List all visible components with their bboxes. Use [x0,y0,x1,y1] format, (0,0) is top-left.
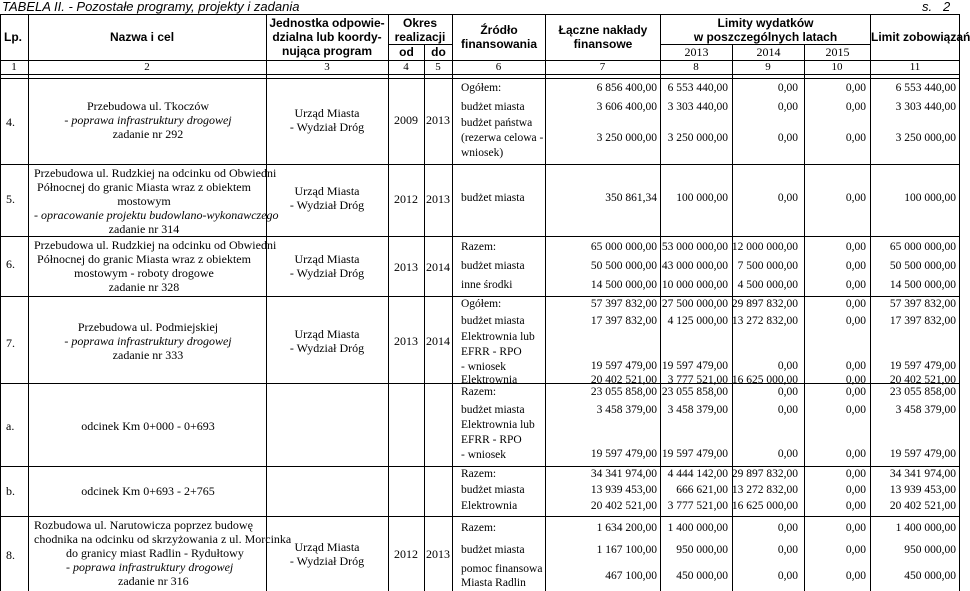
fin-source: budżet miasta [461,315,525,327]
fin-2015: 0,00 [845,484,866,496]
fin-source-line: EFRR - RPO [461,434,522,446]
fin-source: budżet miasta [461,260,525,272]
fin-limit: 65 000 000,00 [889,241,956,253]
project-name: odcinek Km 0+693 - 2+765 [81,484,215,498]
fin-2015: 0,00 [845,82,866,94]
project-name [34,518,292,588]
fin-2014: 16 625 000,00 [731,500,798,512]
fin-limit: 17 397 832,00 [889,315,956,327]
fin-2013: 3 303 440,00 [667,101,728,113]
project-goal: - opracowanie projektu budowlano-wykonawczego [34,208,279,222]
period-to: 2014 [426,260,450,274]
period-to: 2013 [426,547,450,561]
fin-total: 57 397 832,00 [590,298,657,310]
fin-source-line: Elektrownia lub [461,331,535,343]
fin-source: budżet miasta [461,404,525,416]
project-title [34,266,266,280]
fin-source: Razem: [461,386,497,398]
project-title: Przebudowa ul. Rudzkiej na odcinku od Obwiedni [34,166,277,180]
fin-total: 1 167 100,00 [596,544,657,556]
fin-2015: 0,00 [845,279,866,291]
fin-2013: 450 000,00 [676,570,728,582]
fin-limit: 3 250 000,00 [895,132,956,144]
header-period [389,16,451,44]
page-number-label [922,0,950,14]
fin-2013: 3 250 000,00 [667,132,728,144]
fin-2013: 1 400 000,00 [667,522,728,534]
fin-2014: 4 500 000,00 [737,279,798,291]
fin-source: budżet miasta [461,192,525,204]
fin-total: 20 402 521,00 [590,374,657,386]
fin-source-line: EFRR - RPO [461,346,522,358]
fin-source: Razem: [461,468,497,480]
fin-2013: 3 458 379,00 [667,404,728,416]
col-number: 5 [435,61,441,73]
fin-2014: 0,00 [777,448,798,460]
responsible-unit [266,184,388,212]
col-number: 3 [324,61,330,73]
fin-total: 19 597 479,00 [590,360,657,372]
fin-limit: 6 553 440,00 [895,82,956,94]
fin-limit: 19 597 479,00 [889,360,956,372]
fin-limit: 100 000,00 [904,192,956,204]
fin-total: 6 856 400,00 [596,82,657,94]
fin-2015: 0,00 [845,241,866,253]
fin-total: 14 500 000,00 [590,279,657,291]
fin-source [461,330,535,375]
row-lp: b. [6,484,15,498]
project-title: chodnika na odcinku od skrzyżowania z ul. Morcinka [34,532,292,546]
fin-2015: 0,00 [845,404,866,416]
fin-total: 19 597 479,00 [590,448,657,460]
unit-line: - Wydział Dróg [289,198,365,212]
header-period-line: realizacji [394,30,446,44]
project-goal: - poprawa infrastruktury drogowej [64,113,232,127]
fin-2013: 950 000,00 [676,544,728,556]
fin-source: budżet miasta [461,544,525,556]
fin-2013: 3 777 521,00 [667,500,728,512]
fin-2015: 0,00 [845,260,866,272]
unit-line: Urząd Miasta [294,252,360,266]
fin-source-line: budżet państwa [461,117,533,129]
fin-source: budżet miasta [461,101,525,113]
fin-total: 3 606 400,00 [596,101,657,113]
period-from: 2013 [394,260,418,274]
fin-2013: 43 000 000,00 [661,260,728,272]
unit-line: - Wydział Dróg [289,266,365,280]
fin-2014: 29 897 832,00 [731,298,798,310]
header-source [453,23,545,51]
row-lp: 5. [6,192,15,206]
fin-limit: 3 303 440,00 [895,101,956,113]
header-year-2013: 2013 [684,45,709,59]
fin-2014: 0,00 [777,132,798,144]
period-to: 2013 [426,113,450,127]
header-commitment: Limit zobowiązań [871,30,970,44]
period-from: 2013 [394,334,418,348]
fin-2013: 6 553 440,00 [667,82,728,94]
fin-limit: 23 055 858,00 [889,386,956,398]
period-to: 2014 [426,334,450,348]
fin-total: 65 000 000,00 [590,241,657,253]
unit-line: Urząd Miasta [294,540,360,554]
fin-2014: 13 272 832,00 [731,484,798,496]
project-name [30,99,266,141]
fin-source [461,562,542,590]
fin-2015: 0,00 [845,522,866,534]
fin-2013: 3 777 521,00 [667,374,728,386]
col-number: 11 [909,61,921,73]
fin-source-line: (rezerwa celowa - [461,132,544,144]
fin-total: 34 341 974,00 [590,468,657,480]
fin-2014: 12 000 000,00 [731,241,798,253]
fin-total: 50 500 000,00 [590,260,657,272]
fin-total: 20 402 521,00 [590,500,657,512]
project-task-number: zadanie nr 333 [112,348,184,362]
fin-source [461,116,543,161]
header-od: od [399,45,414,59]
fin-2015: 0,00 [845,386,866,398]
project-title: Rozbudowa ul. Narutowicza poprzez budowę [34,518,253,532]
fin-limit: 20 402 521,00 [889,500,956,512]
fin-limit: 450 000,00 [904,570,956,582]
project-title: Północnej do granic Miasta wraz z obiektem [37,180,251,194]
header-source-line: finansowania [460,37,537,51]
fin-2015: 0,00 [845,570,866,582]
header-lp: Lp. [4,30,22,44]
fin-2014: 13 272 832,00 [731,315,798,327]
responsible-unit [266,540,388,568]
unit-line: Urząd Miasta [294,327,360,341]
fin-2014: 0,00 [777,386,798,398]
fin-source: Ogółem: [461,298,502,310]
fin-2013: 27 500 000,00 [661,298,728,310]
fin-total: 23 055 858,00 [590,386,657,398]
responsible-unit [266,252,388,280]
project-title: Przebudowa ul. Podmiejskiej [77,320,219,334]
project-task-number: zadanie nr 328 [108,280,180,294]
responsible-unit [266,327,388,355]
project-goal: - poprawa infrastruktury drogowej [64,334,232,348]
row-lp: 8. [6,548,15,562]
project-task-number: zadanie nr 316 [118,574,189,588]
row-lp: 6. [6,257,15,271]
project-title: mostowym [117,194,171,208]
fin-2014: 0,00 [777,522,798,534]
header-total [546,23,660,51]
project-title: Północnej do granic Miasta wraz z obiektem [37,252,251,266]
fin-2014: 0,00 [777,101,798,113]
period-from: 2009 [394,113,418,127]
page-label: s. [922,0,933,14]
header-limits [661,16,870,44]
header-unit [268,16,386,58]
col-number: 1 [11,61,17,73]
unit-line: Urząd Miasta [294,106,360,120]
fin-total: 3 458 379,00 [596,404,657,416]
period-from: 2012 [394,547,418,561]
document-title: TABELA II. - Pozostałe programy, projekty i zadania [2,0,300,14]
fin-limit: 20 402 521,00 [889,374,956,386]
project-name [30,320,266,362]
fin-source [461,418,535,463]
fin-source-line: pomoc finansowa [461,563,543,575]
fin-2013: 53 000 000,00 [661,241,728,253]
header-do: do [431,45,446,59]
fin-limit: 19 597 479,00 [889,448,956,460]
fin-source-line: - wniosek [461,449,507,461]
project-task-number: zadanie nr 314 [108,222,180,236]
fin-2015: 0,00 [845,315,866,327]
header-unit-line: Jednostka odpowie- [269,16,385,30]
fin-limit: 57 397 832,00 [889,298,956,310]
fin-total: 13 939 453,00 [590,484,657,496]
fin-total: 350 861,34 [605,192,657,204]
col-number: 9 [765,61,771,73]
header-period-line: Okres [402,16,438,30]
project-title: Przebudowa ul. Tkoczów [86,99,210,113]
project-title-part: mostowym - roboty drogowe [74,266,214,280]
fin-source: Razem: [461,522,497,534]
col-number: 8 [693,61,699,73]
fin-source: budżet miasta [461,484,525,496]
col-number: 10 [831,61,843,73]
unit-line: - Wydział Dróg [289,554,365,568]
fin-2013: 4 125 000,00 [667,315,728,327]
fin-limit: 14 500 000,00 [889,279,956,291]
fin-total: 1 634 200,00 [596,522,657,534]
fin-2013: 10 000 000,00 [661,279,728,291]
project-name [34,166,279,236]
header-name: Nazwa i cel [110,30,175,44]
fin-limit: 3 458 379,00 [895,404,956,416]
fin-total: 3 250 000,00 [596,132,657,144]
fin-2014: 0,00 [777,404,798,416]
fin-2015: 0,00 [845,132,866,144]
fin-source: inne środki [461,279,513,291]
project-title: Przebudowa ul. Rudzkiej na odcinku od Obwiedni [34,238,277,252]
header-total-line: Łączne nakłady [558,23,648,37]
project-goal: - poprawa infrastruktury drogowej [66,560,234,574]
header-year-2014: 2014 [756,45,781,59]
fin-2015: 0,00 [845,101,866,113]
fin-2013: 19 597 479,00 [661,448,728,460]
fin-2015: 0,00 [845,298,866,310]
row-lp: 4. [6,115,15,129]
fin-2013: 19 597 479,00 [661,360,728,372]
fin-2013: 100 000,00 [676,192,728,204]
header-limits-line: Limity wydatków [717,16,814,30]
fin-2014: 7 500 000,00 [737,260,798,272]
fin-2015: 0,00 [845,544,866,556]
header-limits-line: w poszczególnych latach [693,30,838,44]
fin-source-line: Elektrownia lub [461,419,535,431]
fin-source-line: wniosek) [461,147,504,159]
unit-line: - Wydział Dróg [289,341,365,355]
fin-2015: 0,00 [845,360,866,372]
fin-source: Elektrownia [461,500,518,512]
header-total-line: finansowe [573,37,633,51]
unit-line: Urząd Miasta [294,184,360,198]
fin-2015: 0,00 [845,374,866,386]
fin-2015: 0,00 [845,468,866,480]
col-number: 6 [495,61,502,73]
period-to: 2013 [426,192,450,206]
header-source-line: Źródło [480,23,518,37]
fin-limit: 50 500 000,00 [889,260,956,272]
col-number: 2 [144,61,150,73]
fin-source-line: - wniosek [461,361,507,373]
header-year-2015: 2015 [825,45,850,59]
unit-line: - Wydział Dróg [289,120,365,134]
fin-2014: 0,00 [777,360,798,372]
project-name [34,238,277,294]
project-name: odcinek Km 0+000 - 0+693 [81,419,215,433]
fin-2013: 23 055 858,00 [661,386,728,398]
fin-source: Ogółem: [461,82,502,94]
fin-limit: 13 939 453,00 [889,484,956,496]
fin-2015: 0,00 [845,192,866,204]
fin-limit: 34 341 974,00 [889,468,956,480]
project-task-number: zadanie nr 292 [112,127,184,141]
col-number: 7 [599,61,606,73]
col-number: 4 [403,61,409,73]
header-unit-line: dzialna lub koordy- [272,30,382,44]
project-title: do granicy miast Radlin - Rydułtowy [66,546,244,560]
row-lp: 7. [6,336,15,350]
fin-2015: 0,00 [845,500,866,512]
fin-2013: 4 444 142,00 [667,468,728,480]
fin-source: Elektrownia [461,374,518,386]
fin-2014: 16 625 000,00 [731,374,798,386]
page-number: 2 [942,0,951,14]
fin-2014: 0,00 [777,82,798,94]
fin-2014: 0,00 [777,192,798,204]
period-from: 2012 [394,192,418,206]
fin-limit: 950 000,00 [904,544,956,556]
fin-2014: 29 897 832,00 [731,468,798,480]
header-unit-line: nująca program [281,44,373,58]
row-lp: a. [6,419,15,433]
fin-2014: 0,00 [777,570,798,582]
fin-2015: 0,00 [845,448,866,460]
fin-2013: 666 621,00 [676,484,728,496]
fin-total: 17 397 832,00 [590,315,657,327]
fin-total: 467 100,00 [605,570,657,582]
responsible-unit [266,106,388,134]
fin-source: Razem: [461,241,497,253]
fin-source-line: Miasta Radlin [461,577,526,589]
fin-2014: 0,00 [777,544,798,556]
fin-limit: 1 400 000,00 [895,522,956,534]
